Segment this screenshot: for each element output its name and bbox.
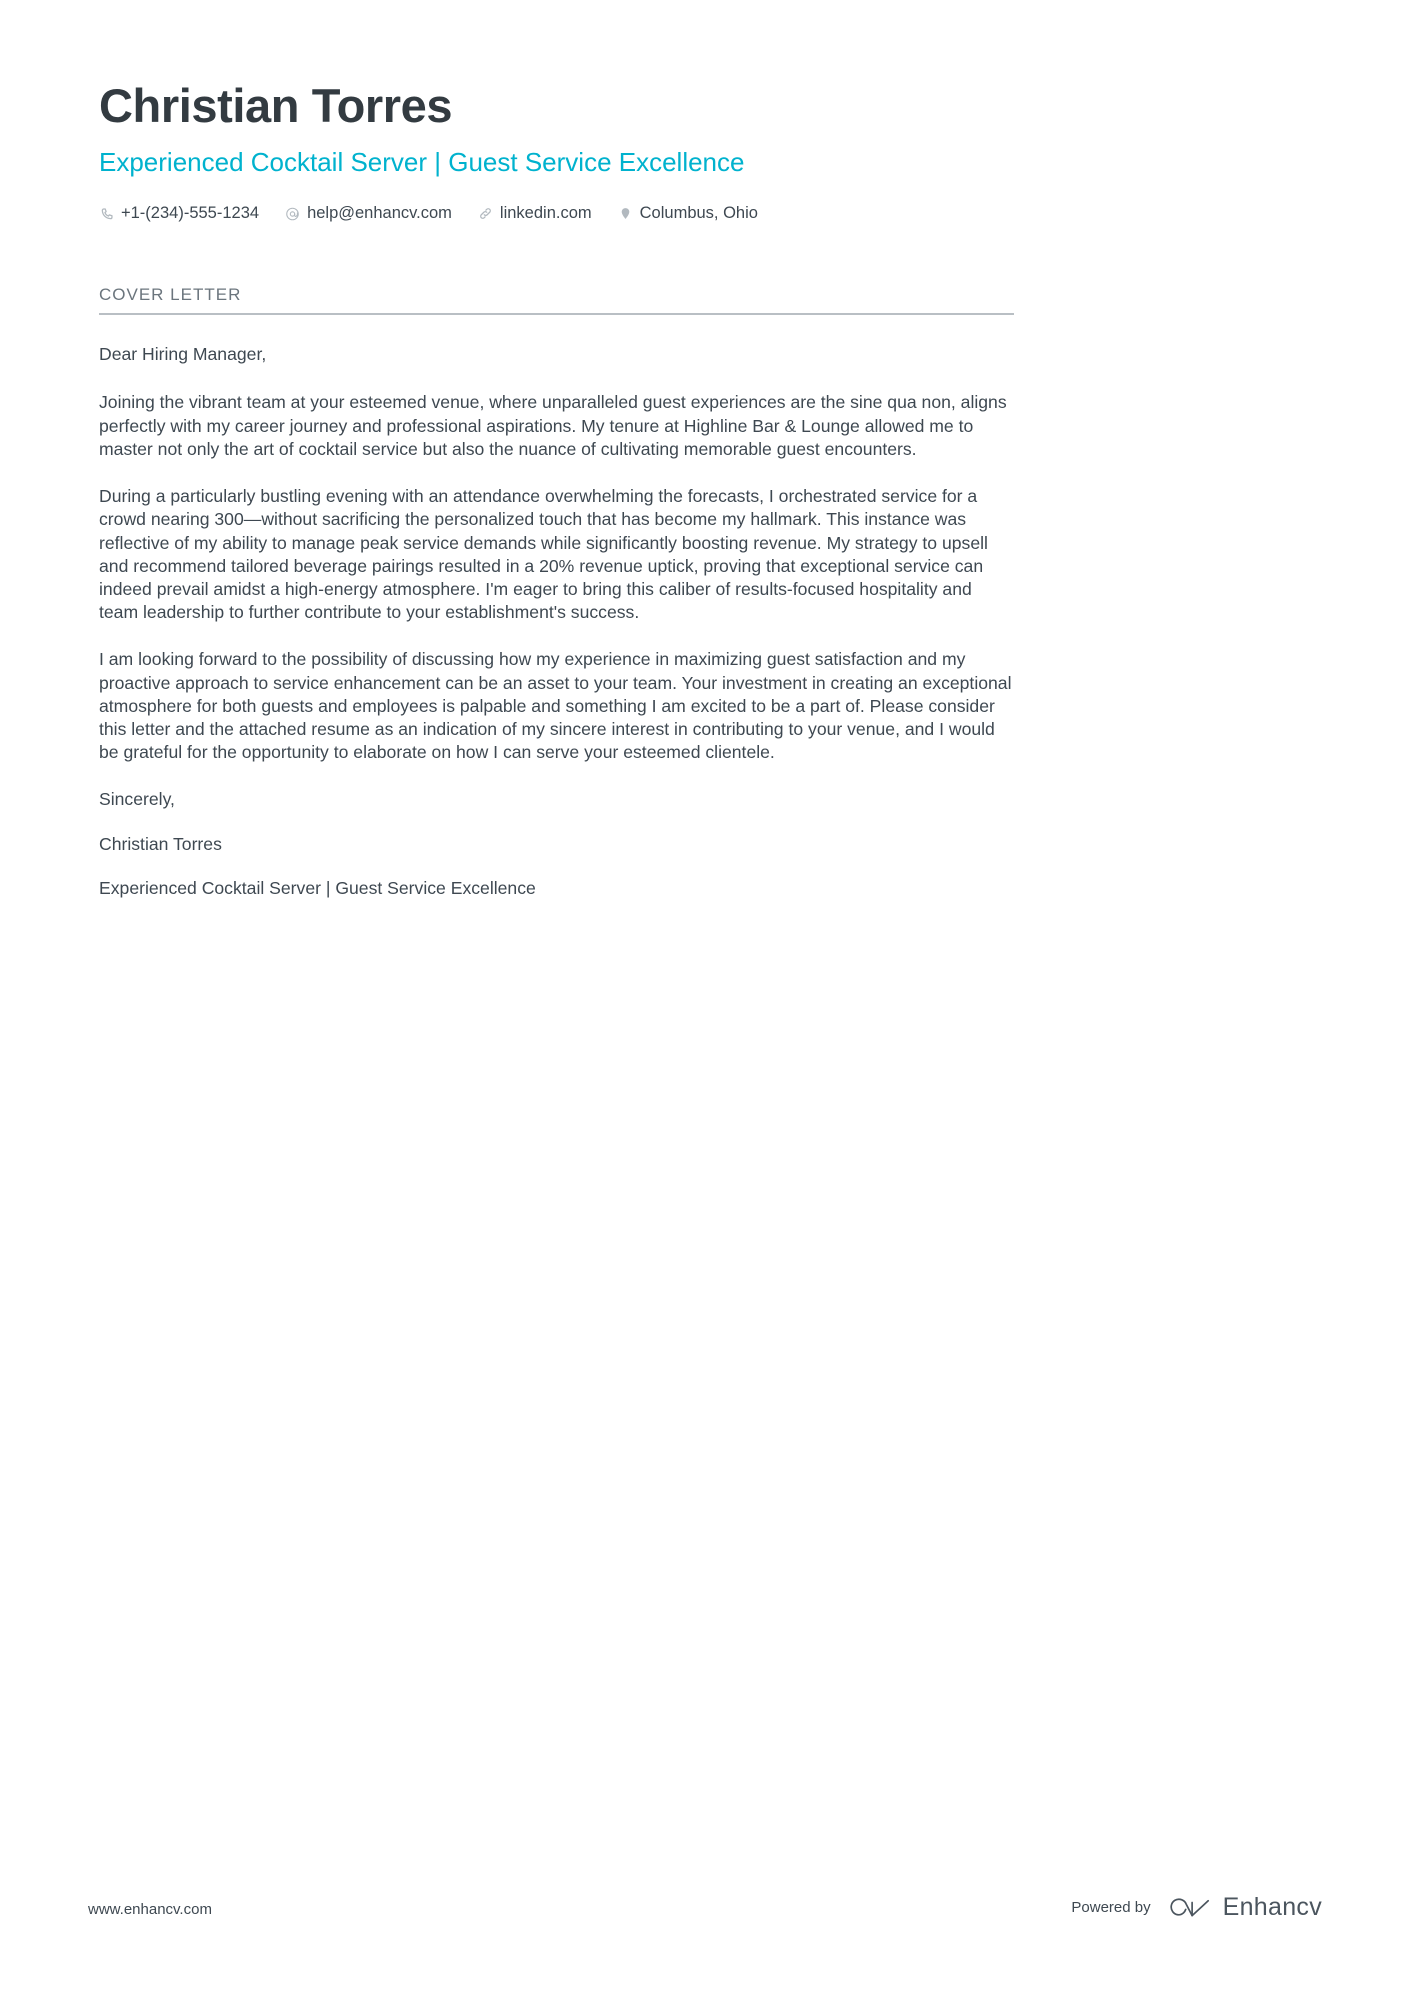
contact-linkedin-text: linkedin.com [499,204,592,223]
contact-row [99,178,1014,223]
enhancv-logo-icon [1168,1894,1212,1922]
footer-website-url[interactable]: www.enhancv.com [88,1901,212,1918]
page-footer [0,1893,1410,1933]
signoff: Sincerely, [99,789,175,810]
signature-name: Christian Torres [99,833,222,854]
salutation: Dear Hiring Manager, [99,344,267,365]
phone-icon [99,206,114,221]
section-header-cover-letter [99,223,1014,315]
contact-location-text: Columbus, Ohio [639,204,758,223]
contact-location [618,204,758,223]
contact-linkedin[interactable] [478,204,592,223]
professional-headline: Experienced Cocktail Server | Guest Service Excellence [99,147,745,177]
contact-phone-text: +1-(234)-555-1234 [121,204,260,223]
cover-letter-body [99,315,1014,900]
enhancv-brand-name: Enhancv [1222,1893,1322,1921]
link-icon [478,206,493,221]
contact-phone[interactable] [99,204,259,223]
page-title: Christian Torres [99,79,453,132]
document-content [99,0,1014,900]
contact-email[interactable] [285,204,452,223]
paragraph-1: Joining the vibrant team at your esteemed venue, where unparalleled guest experiences are the sine qua non, aligns perfectly with my career journey and professional aspirations. My tenure at Highline Bar & Lounge allowed me to master not only the art of cocktail service but also the nuance of cultivating memorable guest encounters. [99,392,1007,459]
contact-email-text: help@enhancv.com [307,204,452,223]
signature-title: Experienced Cocktail Server | Guest Service Excellence [99,877,536,898]
paragraph-3: I am looking forward to the possibility of discussing how my experience in maximizing guest satisfaction and my proactive approach to service enhancement can be an asset to your team. Your investment in creating an exceptional atmosphere for both guests and employees is palpable and something I am excited to be a part of. Please consider this letter and the attached resume as an indication of my sincere interest in contributing to your venue, and I would be grateful for the opportunity to elaborate on how I can serve your esteemed clientele. [99,649,1012,763]
section-title: COVER LETTER [99,285,242,305]
paragraph-2: During a particularly bustling evening with an attendance overwhelming the forecasts, I orchestrated service for a crowd nearing 300—without sacrificing the personalized touch that has become my hallmark. This instance was reflective of my ability to manage peak service demands while significantly boosting revenue. My strategy to upsell and recommend tailored beverage pairings resulted in a 20% revenue uptick, proving that exceptional service can indeed prevail amidst a high-energy atmosphere. I'm eager to bring this caliber of results-focused hospitality and team leadership to further contribute to your establishment's success. [99,486,988,623]
footer-brand [1071,1893,1322,1922]
location-icon [618,206,633,221]
email-icon [285,206,300,221]
powered-by-label: Powered by [1071,1899,1151,1916]
